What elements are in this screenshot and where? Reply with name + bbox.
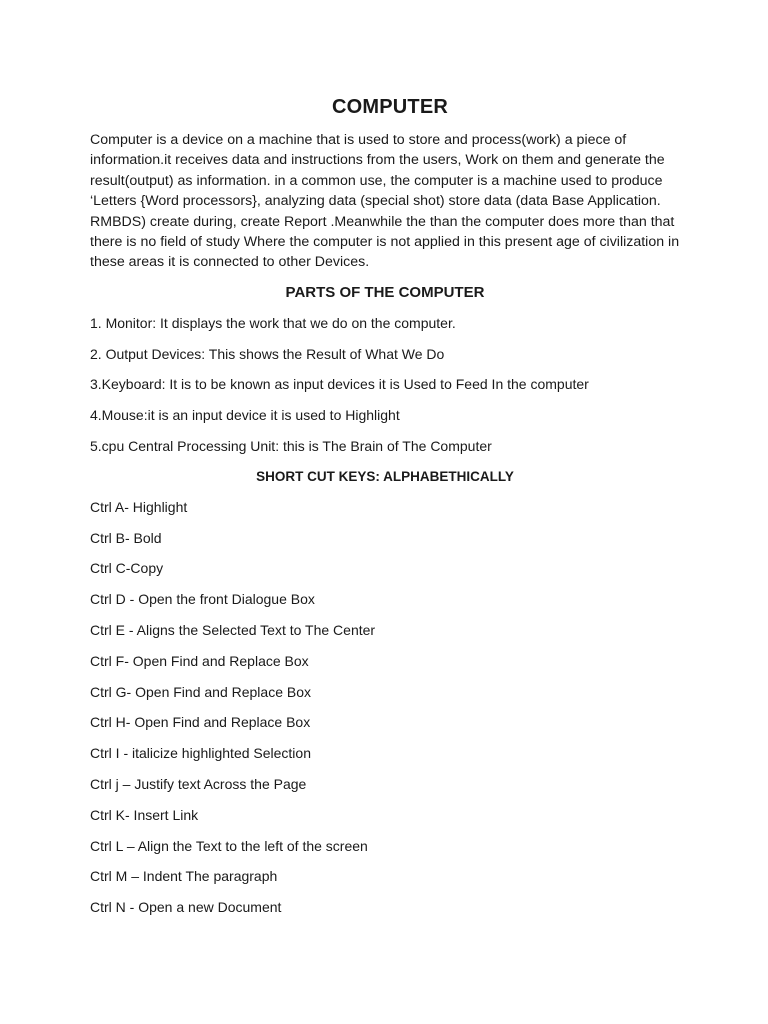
- document-body: [90, 94, 680, 928]
- shortcut-ctrl-d: Ctrl D - Open the front Dialogue Box: [90, 591, 315, 608]
- shortcut-ctrl-n: Ctrl N - Open a new Document: [90, 899, 282, 916]
- parts-heading: PARTS OF THE COMPUTER: [285, 283, 485, 301]
- shortcut-ctrl-b: Ctrl B- Bold: [90, 529, 162, 546]
- parts-item-cpu: 5.cpu Central Processing Unit: this is The Brain of The Computer: [90, 438, 492, 455]
- shortcuts-list: [90, 497, 680, 917]
- shortcut-ctrl-h: Ctrl H- Open Find and Replace Box: [90, 714, 311, 731]
- shortcut-ctrl-i: Ctrl I - italicize highlighted Selection: [90, 745, 311, 762]
- shortcut-ctrl-g: Ctrl G- Open Find and Replace Box: [90, 683, 311, 700]
- parts-item-mouse: 4.Mouse:it is an input device it is used to Highlight: [90, 407, 400, 424]
- document-title: COMPUTER: [331, 96, 449, 118]
- shortcut-ctrl-c: Ctrl C-Copy: [90, 560, 164, 577]
- shortcut-ctrl-k: Ctrl K- Insert Link: [90, 806, 199, 823]
- shortcut-ctrl-m: Ctrl M – Indent The paragraph: [90, 868, 278, 885]
- intro-paragraph: Computer is a device on a machine that is used to store and process(work) a piece of information.it receives data and instructions from the users, Work on them and generate the result(output) as information. in a common use, the computer is a machine used to produce ‘Letters {Word processors}, analyzing data (special shot) store data (data Base Application. RMBDS) create during, create Report .Meanwhile the than the computer does more than that there is no field of study Where the computer is not applied in this present age of civilization in these areas it is connected to other Devices.: [90, 132, 680, 271]
- parts-list: [90, 313, 680, 456]
- parts-item-monitor: 1. Monitor: It displays the work that we do on the computer.: [90, 314, 456, 331]
- shortcut-ctrl-j: Ctrl j – Justify text Across the Page: [90, 776, 307, 792]
- parts-item-keyboard: 3.Keyboard: It is to be known as input devices it is Used to Feed In the computer: [90, 376, 589, 393]
- shortcuts-heading: SHORT CUT KEYS: ALPHABETHICALLY: [256, 468, 514, 484]
- shortcut-ctrl-f: Ctrl F- Open Find and Replace Box: [90, 652, 309, 669]
- shortcut-ctrl-a: Ctrl A- Highlight: [90, 498, 188, 515]
- parts-item-output-devices: 2. Output Devices: This shows the Result of What We Do: [90, 345, 445, 362]
- shortcut-ctrl-e: Ctrl E - Aligns the Selected Text to The Center: [90, 622, 376, 639]
- shortcut-ctrl-l: Ctrl L – Align the Text to the left of the screen: [90, 837, 368, 854]
